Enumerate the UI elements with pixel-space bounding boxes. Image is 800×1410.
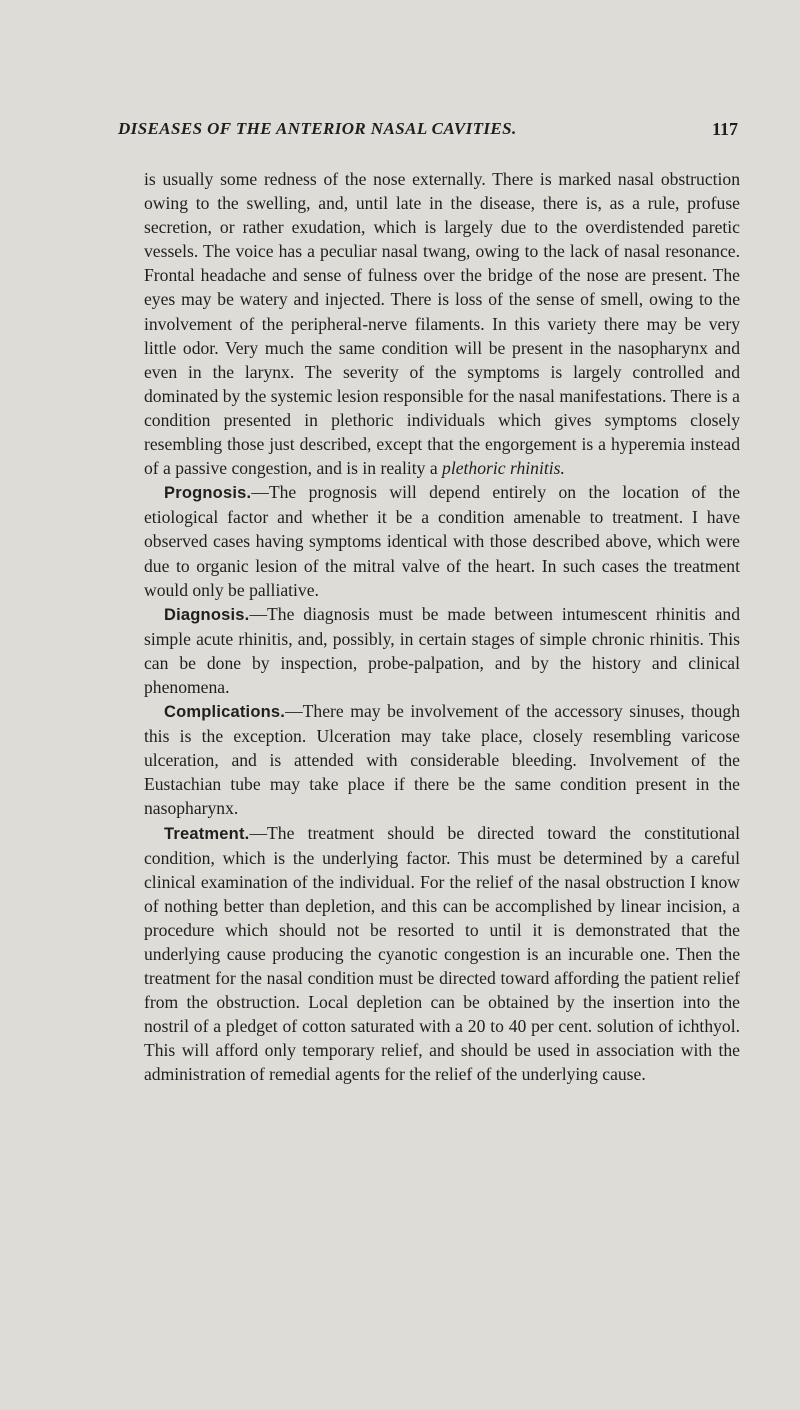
prognosis-paragraph <box>144 480 740 601</box>
diagnosis-paragraph <box>144 602 740 699</box>
intro-paragraph <box>144 167 740 480</box>
complications-paragraph <box>144 699 740 820</box>
treatment-paragraph <box>144 821 740 1087</box>
diagnosis-text: —The diagnosis must be made between intumescent rhinitis and simple acute rhinitis, and, possibly, in certain stages of simple chronic rhinitis. This can be done by inspection, probe-palpation, and by the history and clinical phenomena. <box>144 603 740 697</box>
intro-text: is usually some redness of the nose externally. There is marked nasal obstruction owing to the swelling, and, until late in the disease, there is, as a rule, profuse secretion, or rather exudation, which is largely due to the overdistended paretic vessels. The voice has a peculiar nasal twang, owing to the lack of nasal resonance. Frontal headache and sense of fulness over the bridge of the nose are present. The eyes may be watery and injected. There is loss of the sense of smell, owing to the involvement of the peripheral-nerve filaments. In this variety there may be very little odor. Very much the same condition will be present in the nasopharynx and even in the larynx. The severity of the symptoms is largely controlled and dominated by the systemic lesion responsible for the nasal manifestations. There is a condition presented in plethoric individuals which gives symptoms closely resembling those just described, except that the engorgement is a hyperemia instead of a passive congestion, and is in reality a <box>144 169 740 479</box>
prognosis-text: —The prognosis will depend entirely on the location of the etiological factor and whether it be a condition amenable to treatment. I have observed cases having symptoms identical with those described above, which were due to organic lesion of the mitral valve of the heart. In such cases the treatment would only be palliative. <box>144 482 740 600</box>
complications-heading: Complications. <box>164 703 286 722</box>
diagnosis-heading: Diagnosis. <box>164 605 250 624</box>
running-title: DISEASES OF THE ANTERIOR NASAL CAVITIES. <box>118 119 517 138</box>
complications-text: —There may be involvement of the accessory sinuses, though this is the exception. Ulceration may take place, closely resembling varicose ulceration, and is attended with considerable bleeding. Involvement of the Eustachian tube may take place if there be the same condition present in the nasopharynx. <box>144 701 740 819</box>
treatment-text: —The treatment should be directed toward the constitutional condition, which is the underlying factor. This must be determined by a careful clinical examination of the individual. For the relief of the nasal obstruction I know of nothing better than depletion, and this can be accomplished by linear incision, a procedure which should not be resorted to until it is demonstrated that the underlying cause producing the cyanotic congestion is an incurable one. Then the treatment for the nasal condition must be directed toward affording the patient relief from the obstruction. Local depletion can be obtained by the insertion into the nostril of a pledget of cotton saturated with a 20 to 40 per cent. solution of ichthyol. This will afford only temporary relief, and should be used in association with the administration of remedial agents for the relief of the underlying cause. <box>144 822 740 1085</box>
page-header <box>118 119 738 149</box>
page-number: 117 <box>711 119 738 139</box>
plethoric-rhinitis-term: plethoric rhinitis. <box>442 458 565 479</box>
prognosis-heading: Prognosis. <box>164 484 252 503</box>
body-text <box>144 167 740 1087</box>
treatment-heading: Treatment. <box>164 824 250 843</box>
